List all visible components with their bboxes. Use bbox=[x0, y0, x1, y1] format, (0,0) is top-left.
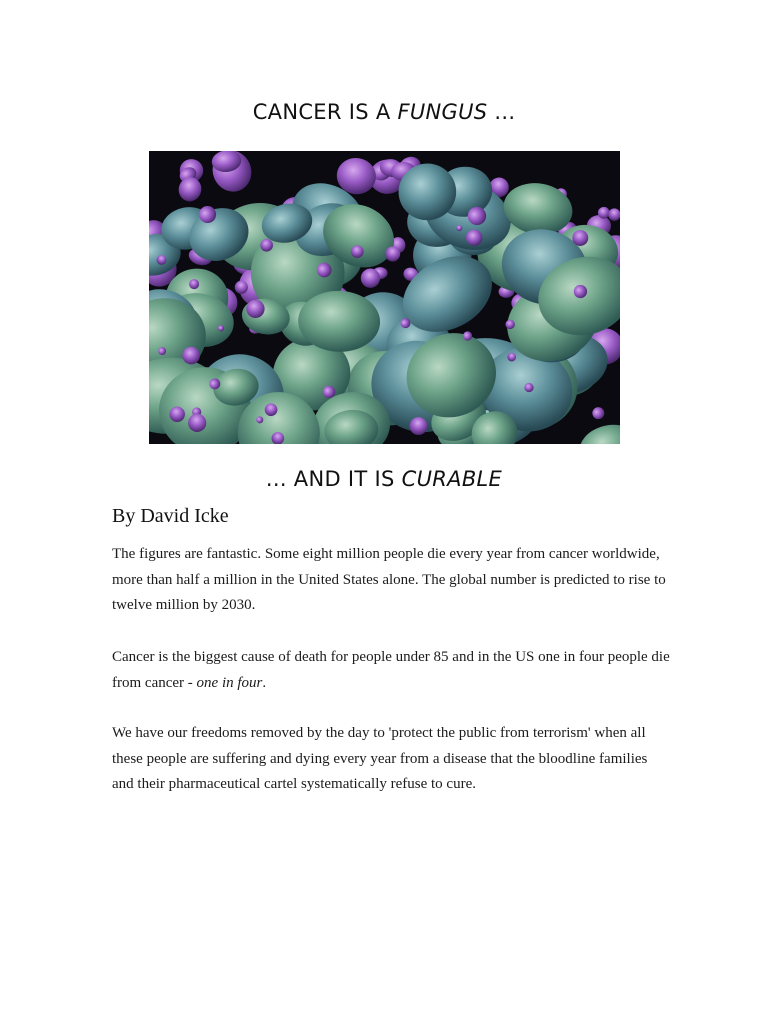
cancer-cells-photo bbox=[149, 151, 620, 444]
author-byline: By David Icke bbox=[112, 505, 229, 527]
paragraph-cause-of-death bbox=[112, 645, 672, 696]
paragraph-cause-text: Cancer is the biggest cause of death for people under 85 and in the US one in four people die from cancer - bbox=[112, 649, 670, 691]
paragraph-cause-tail: . bbox=[262, 674, 267, 691]
title-emphasis: FUNGUS bbox=[397, 100, 488, 124]
cells-illustration bbox=[149, 151, 620, 444]
subtitle-lead: ... AND IT IS bbox=[265, 467, 402, 491]
title-tail: ... bbox=[487, 100, 516, 124]
paragraph-figures: The figures are fantastic. Some eight million people die every year from cancer worldwide, more than half a million in the United States alone. The global number is predicted to rise to twelve million by 2030. bbox=[112, 546, 666, 613]
page-title bbox=[0, 100, 768, 124]
paragraph-cause-emphasis: one in four bbox=[196, 674, 263, 691]
purple-speck bbox=[466, 230, 482, 246]
paragraph-freedoms: We have our freedoms removed by the day to 'protect the public from terrorism' when all these people are suffering and dying every year from a disease that the bloodline families and their pharmaceutical cartel systematically refuse to cure. bbox=[112, 725, 648, 792]
subtitle-emphasis: CURABLE bbox=[401, 467, 503, 491]
title-text: CANCER IS A bbox=[252, 100, 398, 124]
page-subtitle bbox=[0, 467, 768, 491]
